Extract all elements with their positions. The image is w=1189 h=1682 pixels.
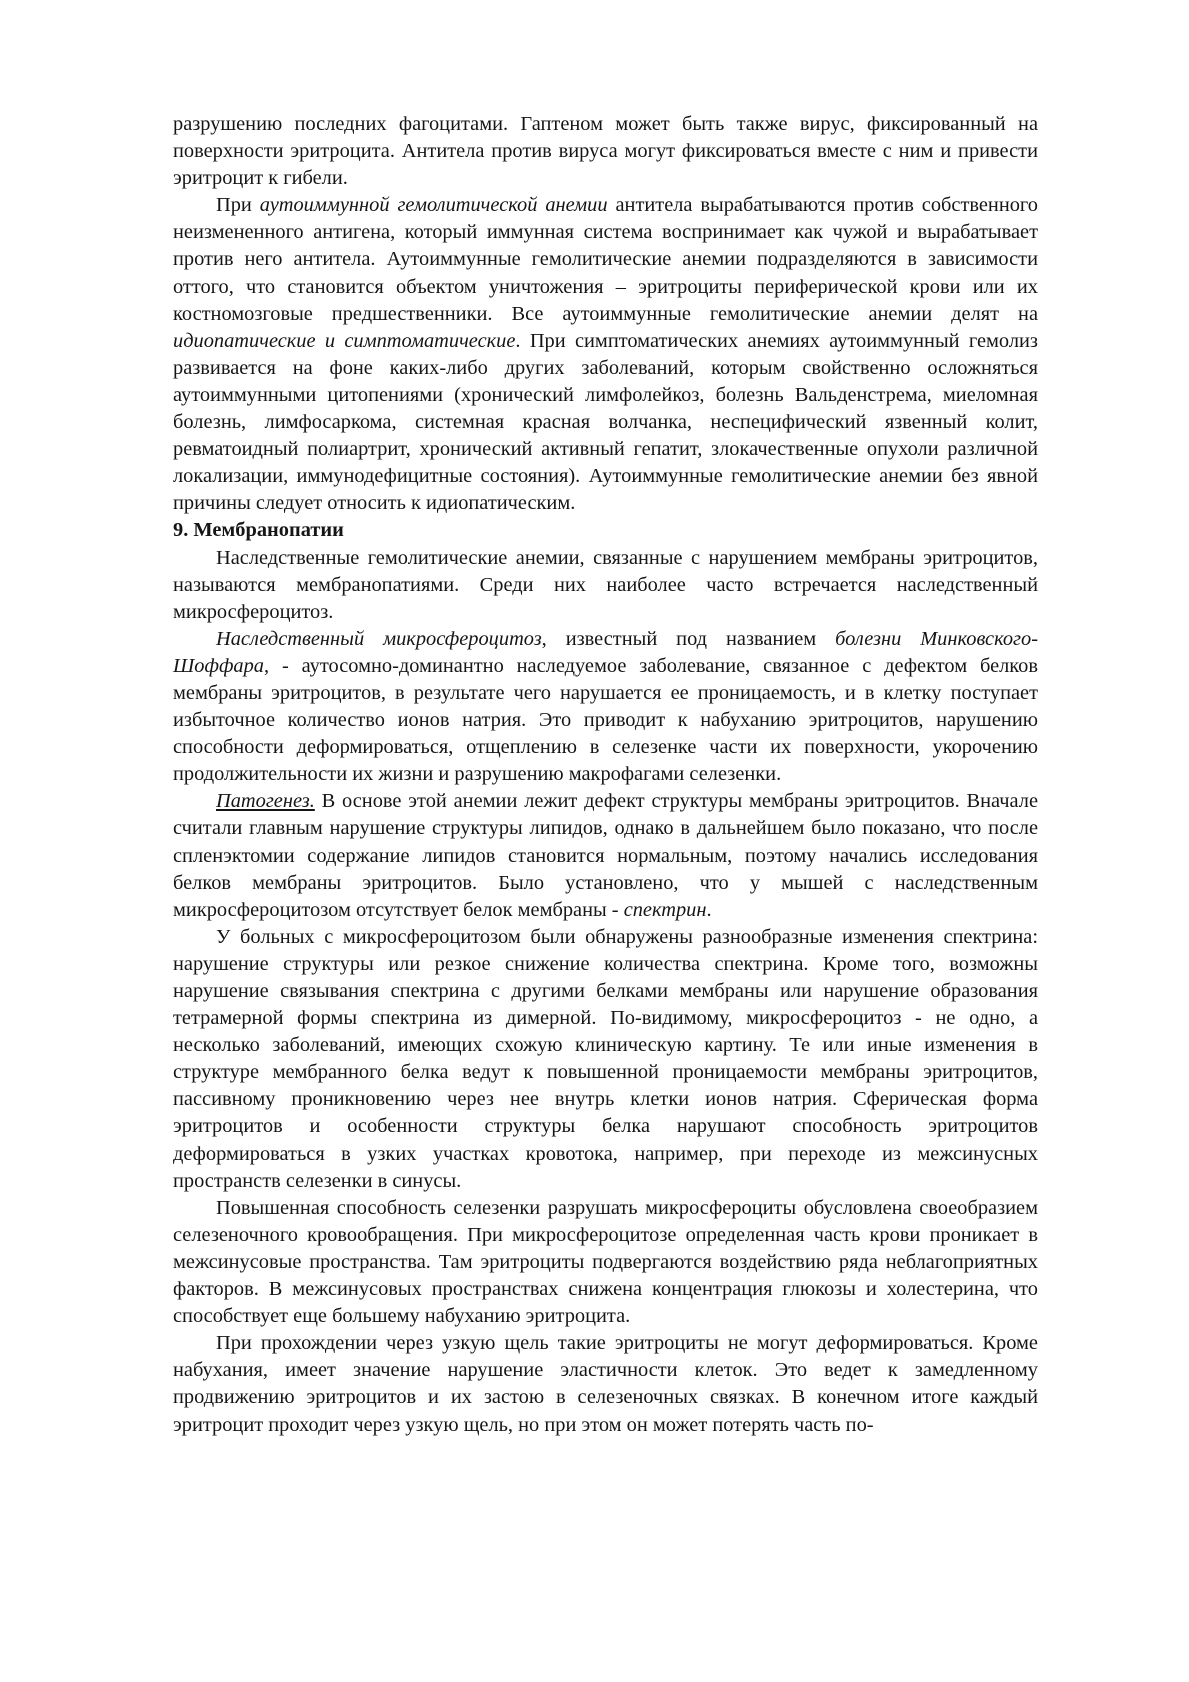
paragraph-spherocytosis	[173, 626, 1038, 789]
paragraph-patients: У больных с микросфероцитозом были обнаружены разнообразные изменения спектрина: нарушение структуры или резкое снижение количества спектрина. Кроме того, возможны нарушение связывания спектрина с другими белками мембраны или нарушение образования тетрамерной формы спектрина из димерной. По-видимому, микросфероцитоз - не одно, а несколько заболеваний, имеющих схожую клиническую картину. Те или иные изменения в структуре мембранного белка ведут к повышенной проницаемости мембраны эритроцитов, пассивному проникновению через нее внутрь клетки ионов натрия. Сферическая форма эритроцитов и особенности структуры белка нарушают способность эритроцитов деформироваться в узких участках кровотока, например, при переходе из межсинусных пространств селезенки в синусы.	[173, 925, 1038, 1192]
label-pathogenesis: Патогенез.	[216, 790, 315, 813]
paragraph-autoimmune-anemia	[173, 192, 1038, 517]
term-idiopathic-symptomatic: идиопатические и симптоматические	[173, 329, 516, 352]
paragraph-pathogenesis	[173, 788, 1038, 923]
text-run: . При симптоматических анемиях аутоиммунный гемолиз развивается на фоне каких-либо других заболеваний, которым свойственно осложняться аутоиммунными цитопениями (хронический лимфолейкоз, болезнь Вальденстрема, миеломная болезнь, лимфосаркома, системная красная волчанка, неспецифический язвенный колит, ревматоидный полиартрит, хронический активный гепатит, злокачественные опухоли различной локализации, иммунодефицитные состояния). Аутоиммунные гемолитические анемии без явной причины следует относить к идиопатическим.	[173, 329, 1038, 515]
text-run: , известный под названием	[541, 627, 836, 650]
text-run: .	[706, 898, 712, 921]
text-run: антитела вырабатываются против собственного неизмененного антигена, который иммунная система воспринимает как чужой и вырабатывает против него антитела. Аутоиммунные гемолитические анемии подразделяются в зависимости оттого, что становится объектом уничтожения – эритроциты периферической крови или их костномозговые предшественники. Все аутоиммунные гемолитические анемии делят на	[173, 194, 1038, 325]
text-run: При	[216, 194, 260, 217]
term-hereditary-spherocytosis: Наследственный микросфероцитоз	[216, 627, 542, 650]
term-autoimmune-hemolytic-anemia: аутоиммунной гемолитической анемии	[259, 194, 608, 217]
term-minkowski-chauffard: болезни Минковского-Шоффара	[173, 627, 1038, 677]
paragraph-intro: разрушению последних фагоцитами. Гаптеном может быть также вирус, фиксированный на поверхности эритроцита. Антитела против вируса могут фиксироваться вместе с ним и привести эритроцит к гибели.	[173, 113, 1038, 190]
text-run: , - аутосомно-доминантно наследуемое заболевание, связанное с дефектом белков мембраны эритроцитов, в результате чего нарушается ее проницаемость, и в клетку поступает избыточное количество ионов натрия. Это приводит к набуханию эритроцитов, нарушению способности деформироваться, отщеплению в селезенке части их поверхности, укорочению продолжительности их жизни и разрушению макрофагами селезенки.	[173, 654, 1038, 786]
paragraph-membranopathies: Наследственные гемолитические анемии, связанные с нарушением мембраны эритроцитов, называются мембранопатиями. Среди них наиболее часто встречается наследственный микросфероцитоз.	[173, 546, 1038, 623]
document-page	[173, 111, 1038, 1439]
paragraph-spleen: Повышенная способность селезенки разрушать микросфероциты обусловлена своеобразием селезеночного кровообращения. При микросфероцитозе определенная часть крови проникает в межсинусовые пространства. Там эритроциты подвергаются воздействию ряда неблагоприятных факторов. В межсинусовых пространствах снижена концентрация глюкозы и холестерина, что способствует еще большему набуханию эритроцита.	[173, 1196, 1038, 1328]
text-run: В основе этой анемии лежит дефект структуры мембраны эритроцитов. Вначале считали главным нарушение структуры липидов, однако в дальнейшем было показано, что после спленэктомии содержание липидов становится нормальным, поэтому начались исследования белков мембраны эритроцитов. Было установлено, что у мышей с наследственным микросфероцитозом отсутствует белок мембраны -	[173, 790, 1038, 921]
term-spectrin: спектрин	[623, 898, 707, 921]
paragraph-passage: При прохождении через узкую щель такие эритроциты не могут деформироваться. Кроме набухания, имеет значение нарушение эластичности клеток. Это ведет к замедленному продвижению эритроцитов и их застою в селезеночных связках. В конечном итоге каждый эритроцит проходит через узкую щель, но при этом он может потерять часть по-	[173, 1332, 1038, 1436]
section-heading: 9. Мембранопатии	[173, 519, 344, 542]
